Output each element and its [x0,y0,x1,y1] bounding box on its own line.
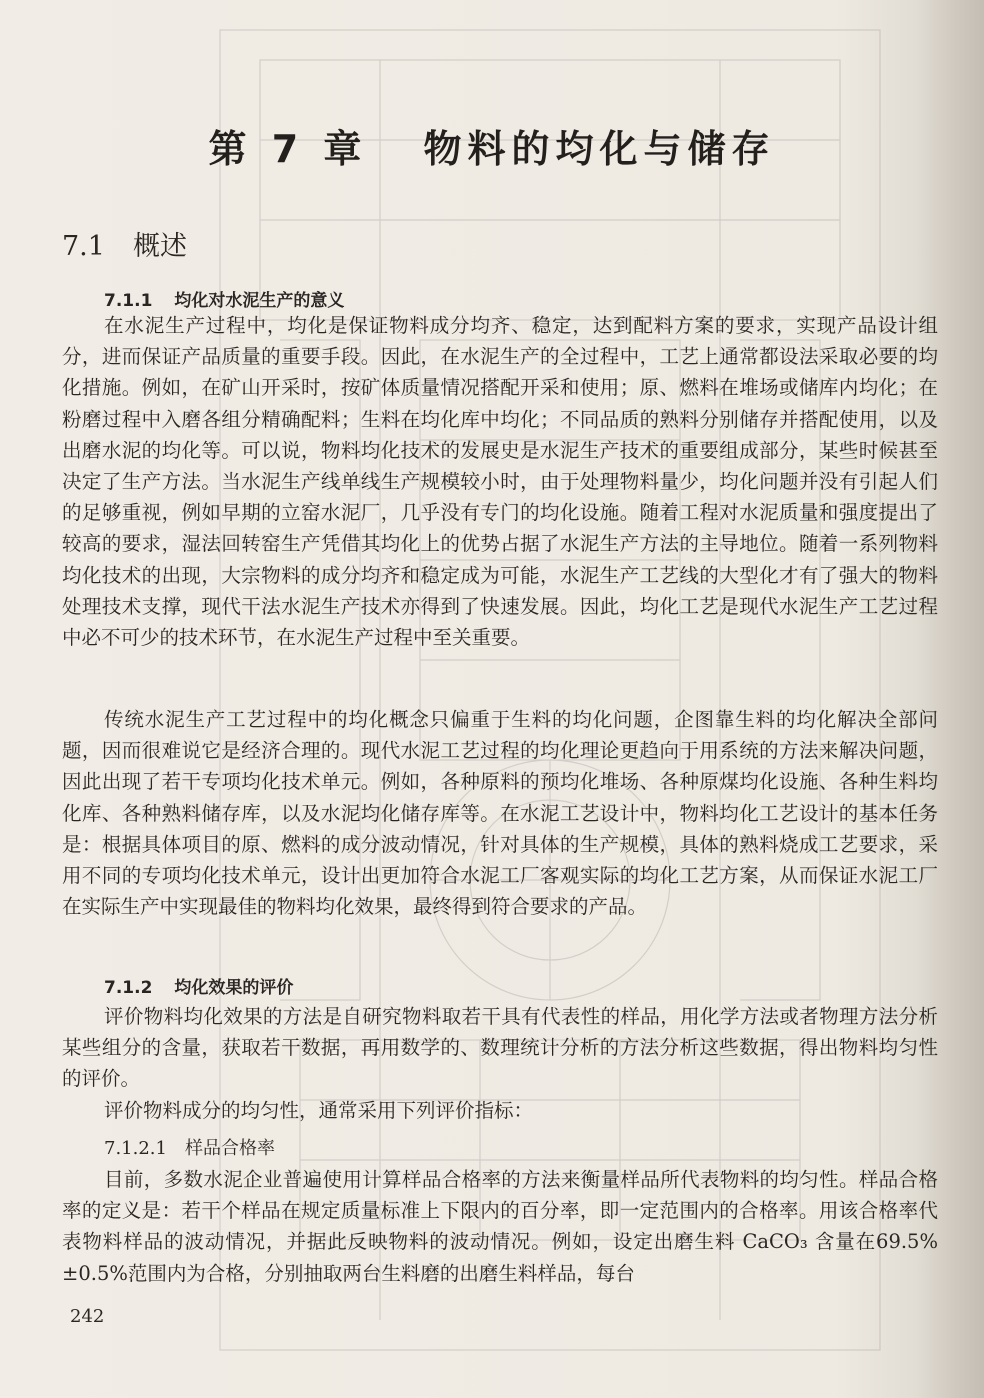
paragraph-4: 评价物料成分的均匀性，通常采用下列评价指标： [104,1099,534,1122]
paragraph-1: 在水泥生产过程中，均化是保证物料成分均齐、稳定，达到配料方案的要求，实现产品设计组分，进而保证产品质量的重要手段。因此，在水泥生产的全过程中，工艺上通常都设法采取必要的均化措施。例如，在矿山开采时，按矿体质量情况搭配开采和使用；原、燃料在堆场或储库内均化；在粉磨过程中入磨各组分精确配料；生料在均化库中均化；不同品质的熟料分别储存并搭配使用，以及出磨水泥的均化等。可以说，物料均化技术的发展史是水泥生产技术的重要组成部分，某些时候甚至决定了生产方法。当水泥生产线单线生产规模较小时，由于处理物料量少，均化问题并没有引起人们的足够重视，例如早期的立窑水泥厂，几乎没有专门的均化设施。随着工程对水泥质量和强度提出了较高的要求，湿法回转窑生产凭借其均化上的优势占据了水泥生产方法的主导地位。随着一系列物料均化技术的出现，大宗物料的成分均齐和稳定成为可能，水泥生产工艺线的大型化才有了强大的物料处理技术支撑，现代干法水泥生产技术亦得到了快速发展。因此，均化工艺是现代水泥生产工艺过程中必不可少的技术环节，在水泥生产过程中至关重要。 [62,314,938,650]
paragraph-5: 目前，多数水泥企业普遍使用计算样品合格率的方法来衡量样品所代表物料的均匀性。样品合格率的定义是：若干个样品在规定质量标准上下限内的百分率，即一定范围内的合格率。用该合格率代表物料样品的波动情况，并据此反映物料的波动情况。例如，设定出磨生料 CaCO₃ 含量在69.5% ±0.5%范围内为合格，分别抽取两台生料磨的出磨生料样品，每台 [62,1168,938,1285]
subsection-heading-2 [104,973,293,998]
chapter-title: 物料的均化与储存 [423,127,776,171]
section-title: 概述 [132,231,187,262]
subsection-title: 均化效果的评价 [174,978,294,998]
chapter-number: 第 7 章 [208,127,368,171]
subsection-title: 均化对水泥生产的意义 [174,291,345,311]
page-number: 242 [70,1306,105,1327]
section-heading [62,224,187,263]
subsubsection-title: 样品合格率 [184,1138,275,1159]
paragraph-3: 评价物料均化效果的方法是自研究物料取若干具有代表性的样品，用化学方法或者物理方法分析某些组分的含量，获取若干数据，再用数学的、数理统计分析的方法分析这些数据，得出物料均匀性的评价。 [62,1005,938,1091]
subsection-number: 7.1.1 [104,291,153,311]
subsection-number: 7.1.2 [104,978,153,998]
subsection-heading-1 [104,286,344,311]
chapter-heading [0,118,984,173]
subsubsection-number: 7.1.2.1 [104,1138,167,1159]
paragraph-2: 传统水泥生产工艺过程中的均化概念只偏重于生料的均化问题，企图靠生料的均化解决全部问题，因而很难说它是经济合理的。现代水泥工艺过程的均化理论更趋向于用系统的方法来解决问题，因此出现了若干专项均化技术单元。例如，各种原料的预均化堆场、各种原煤均化设施、各种生料均化库、各种熟料储存库，以及水泥均化储存库等。在水泥工艺设计中，物料均化工艺设计的基本任务是：根据具体项目的原、燃料的成分波动情况，针对具体的生产规模，具体的熟料烧成工艺要求，采用不同的专项均化技术单元，设计出更加符合水泥工厂客观实际的均化工艺方案，从而保证水泥工厂在实际生产中实现最佳的物料均化效果，最终得到符合要求的产品。 [62,708,938,919]
section-number: 7.1 [62,231,105,262]
subsubsection-heading [104,1134,275,1160]
